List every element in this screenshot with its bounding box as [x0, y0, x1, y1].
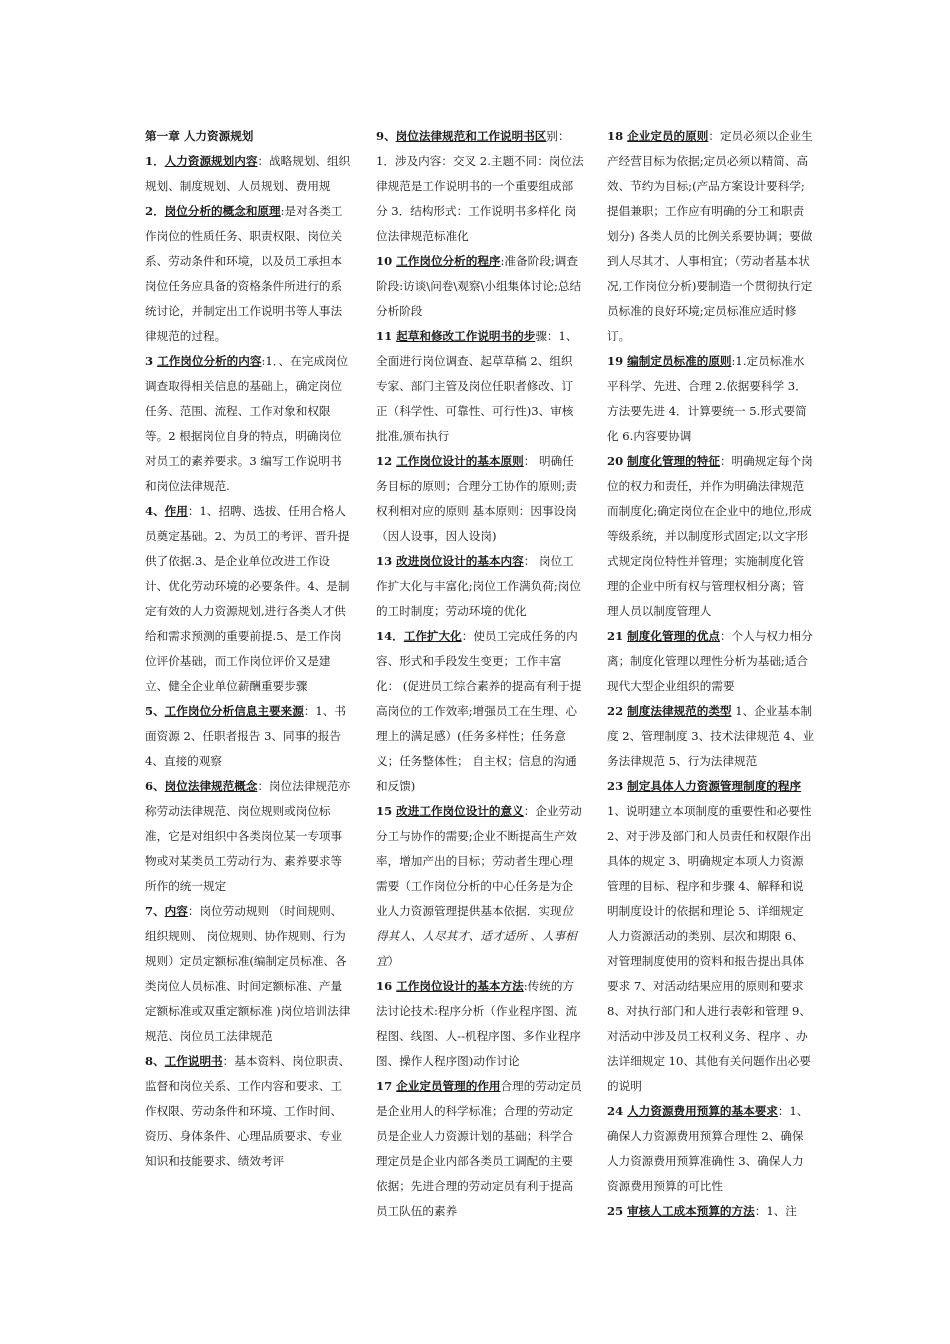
item-term: 工作岗位设计的基本原则 — [396, 454, 524, 468]
item-text: 1、说明建立本项制度的重要性和必要性 2、对于涉及部门和人员责任和权限作出具体的规定 3、明确规定本项人力资源管理的目标、程序和步骤 4、解释和说明制度设计的依据和理论 5、详细规定人力资源活动的类别、层次和期限 6、对管理制度使用的资料和报告提出具体要求 7、对活动结果应用的原则和要求 8、对执行部门和人进行表彰和管理 9、对活动中涉及员工权利义务、程序 、办法详细规定 10、其他有关问题作出必要的说明 — [607, 804, 812, 1093]
item-text: :1.定员标准水平科学、先进、合理 2.依据要科学 3．方法要先进 4．计算要统一 5.形式要简化 6.内容要协调 — [607, 354, 807, 443]
section-paragraph — [607, 624, 815, 699]
item-term: 作用 — [164, 504, 188, 518]
item-term: 岗位分析的概念和原理 — [164, 204, 281, 218]
item-text: 别：1．涉及内容：交叉 2.主题不同：岗位法律规范是工作说明书的一个重要组成部分 3．结构形式：工作说明书多样化 岗位法律规范标准化 — [376, 129, 584, 243]
item-number: 17 — [376, 1079, 397, 1093]
item-number: 12 — [376, 454, 397, 468]
item-term: 制度法律规范的类型 — [627, 704, 732, 718]
item-text: :准备阶段;调查阶段:访谈\问卷\观察\小组集体讨论;总结分析阶段 — [376, 254, 582, 318]
column-right — [607, 124, 815, 1224]
section-paragraph — [376, 324, 584, 449]
section-paragraph — [145, 699, 353, 774]
item-term: 工作岗位分析的程序 — [396, 254, 501, 268]
section-paragraph — [376, 799, 584, 974]
section-paragraph — [145, 124, 353, 149]
section-paragraph — [145, 899, 353, 1049]
section-paragraph — [607, 774, 815, 1099]
section-paragraph — [145, 1049, 353, 1174]
chapter-title: 第一章 人力资源规划 — [145, 129, 254, 143]
item-text-tail: ） — [387, 954, 400, 968]
section-paragraph — [607, 349, 815, 449]
item-text: ：定员必须以企业生产经营目标为依据;定员必须以精简、高效、节约为目标;(产品方案设计要科学;提倡兼职；工作应有明确的分工和职责划分) 各类人员的比例关系要协调；要做到人尽其才、人事相宜；（劳动者基本状况,工作岗位分析)要制造一个贯彻执行定员标准的良好环境;定员标准应适时修订。 — [607, 129, 813, 343]
item-text: :传统的方法讨论技术:程序分析（作业程序图、流程图、线图、人--机程序图、多作业程序图、操作人程序图)动作讨论 — [376, 979, 581, 1068]
item-text: :1．、在完成岗位调查取得相关信息的基础上，确定岗位任务、范围、流程、工作对象和权限等。2 根据岗位自身的特点，明确岗位对员工的素养要求。3 编写工作说明书和岗位法律规范. — [145, 354, 349, 493]
section-paragraph — [145, 499, 353, 699]
item-term: 企业定员的原则 — [627, 129, 709, 143]
item-term: 岗位法律规范概念 — [164, 779, 258, 793]
section-paragraph — [376, 124, 584, 249]
section-paragraph — [376, 624, 584, 799]
item-number: 3 — [145, 354, 158, 368]
section-paragraph — [145, 349, 353, 499]
item-number: 19 — [607, 354, 628, 368]
section-paragraph — [376, 974, 584, 1074]
item-term: 企业定员管理的作用 — [396, 1079, 501, 1093]
item-number: 9、 — [376, 129, 396, 143]
item-number: 13 — [376, 554, 397, 568]
item-text: 1、企业基本制度 2、管理制度 3、技术法律规范 4、业务法律规范 5、行为法律规范 — [607, 704, 815, 768]
item-term: 人力资源规划内容 — [164, 154, 258, 168]
item-term: 内容 — [164, 904, 188, 918]
item-text: ：1、确保人力资源费用预算合理性 2、确保人力资源费用预算准确性 3、确保人力资源费用预算的可比性 — [607, 1104, 809, 1193]
section-paragraph — [145, 774, 353, 899]
item-number: 20 — [607, 454, 628, 468]
item-number: 21 — [607, 629, 628, 643]
item-number: 14． — [376, 629, 404, 643]
item-number: 24 — [607, 1104, 628, 1118]
item-number: 22 — [607, 704, 628, 718]
item-text: ：使员工完成任务的内容、形式和手段发生变更；工作丰富化： (促进员工综合素养的提高有利于提高岗位的工作效率;增强员工在生理、心理上的满足感）(任务多样性；任务意义；任务整体性； 自主权；信息的沟通和反馈) — [376, 629, 582, 793]
section-paragraph — [376, 449, 584, 549]
item-term: 工作岗位分析信息主要来源 — [164, 704, 304, 718]
item-text: ：岗位法律规范亦称劳动法律规范、岗位规则或岗位标准，它是对组织中各类岗位某一专项事物或对某类员工劳动行为、素养要求等所作的统一规定 — [145, 779, 351, 893]
item-emphasis: 位得其人、人尽其才、适才适所 、人事相宜 — [376, 904, 577, 968]
item-text: ：岗位劳动规则 （时间规则、组织规则、 岗位规则、协作规则、行为规则）定员定额标准(编制定员标准、各类岗位人员标准、时间定额标准、产量定额标准或双重定额标准 )岗位培训法律规范、岗位员工法律规范 — [145, 904, 351, 1043]
item-number: 25 — [607, 1204, 628, 1218]
item-number: 15 — [376, 804, 397, 818]
item-text: ：1、书面资源 2、任职者报告 3、同事的报告 4、直接的观察 — [145, 704, 346, 768]
item-term: 制度化管理的优点 — [627, 629, 720, 643]
section-paragraph — [376, 549, 584, 624]
column-middle — [376, 124, 584, 1224]
item-text: ：基本资料、岗位职责、监督和岗位关系、工作内容和要求、工作权限、劳动条件和环境、工作时间、资历、身体条件、心理品质要求、专业知识和技能要求、绩效考评 — [145, 1054, 351, 1168]
item-number: 11 — [376, 329, 397, 343]
item-number: 23 — [607, 779, 628, 793]
item-number: 18 — [607, 129, 628, 143]
section-paragraph — [607, 1199, 815, 1224]
item-text: ：战略规划、组织规划、制度规划、人员规划、费用规 — [145, 154, 351, 193]
item-number: 5、 — [145, 704, 165, 718]
item-text: ： 明确任务目标的原则；合理分工协作的原则;责权利相对应的原则 基本原则：因事设岗（因人设事，因人设岗) — [376, 454, 578, 543]
item-text: ：明确规定每个岗位的权力和责任，并作为明确法律规范而制度化;确定岗位在企业中的地位,形成等级系统，并以制度形式固定;以文字形式规定岗位特性并管理；实施制度化管理的企业中所有权与管理权相分离；管理人员以制度管理人 — [607, 454, 813, 618]
column-left — [145, 124, 353, 1174]
item-text: ：企业劳动分工与协作的需要;企业不断提高生产效率，增加产出的目标；劳动者生理心理需要（工作岗位分析的中心任务是为企业人力资源管理提供基本依据．实现 — [376, 804, 582, 918]
section-paragraph — [607, 1099, 815, 1199]
item-term: 审核人工成本预算的方法 — [627, 1204, 755, 1218]
section-paragraph — [376, 249, 584, 324]
item-term: 制度化管理的特征 — [627, 454, 720, 468]
item-number: 2． — [145, 204, 165, 218]
item-number: 7、 — [145, 904, 165, 918]
section-paragraph — [376, 1074, 584, 1224]
item-text: 骤：1、全面进行岗位调查、起草草稿 2、组织专家、部门主管及岗位任职者修改、订正（科学性、可靠性、可行性)3、审核批准,颁布执行 — [376, 329, 578, 443]
item-term: 改进工作岗位设计的意义 — [396, 804, 524, 818]
item-number: 10 — [376, 254, 397, 268]
item-term: 工作扩大化 — [403, 629, 462, 643]
section-paragraph — [607, 699, 815, 774]
item-term: 改进岗位设计的基本内容 — [396, 554, 524, 568]
section-paragraph — [145, 149, 353, 199]
item-text: ：1、注 — [754, 1204, 797, 1218]
item-term: 起草和修改工作说明书的步 — [396, 329, 536, 343]
item-term: 编制定员标准的原则 — [627, 354, 732, 368]
item-term: 岗位法律规范和工作说明书区 — [395, 129, 547, 143]
item-text: ：1、招聘、选拔、任用合格人员奠定基础。2、为员工的考评、晋升提供了依据.3、是企业单位改进工作设计、优化劳动环境的必要条件。4、是制定有效的人力资源规划,进行各类人才供给和需求预测的重要前提.5、是工作岗位评价基础，而工作岗位评价又是建立、健全企业单位薪酬重要步骤 — [145, 504, 350, 693]
section-paragraph — [607, 124, 815, 349]
item-text: 合理的劳动定员是企业用人的科学标准；合理的劳动定员是企业人力资源计划的基础；科学合理定员是企业内部各类员工调配的主要依据；先进合理的劳动定员有利于提高员工队伍的素养 — [376, 1079, 582, 1218]
item-number: 16 — [376, 979, 397, 993]
item-number: 8、 — [145, 1054, 165, 1068]
item-term: 工作说明书 — [164, 1054, 223, 1068]
item-number: 4、 — [145, 504, 165, 518]
item-text: ：个人与权力相分离；制度化管理以理性分析为基础;适合现代大型企业组织的需要 — [607, 629, 813, 693]
item-number: 1． — [145, 154, 165, 168]
item-term: 工作岗位分析的内容 — [157, 354, 262, 368]
item-text: ： 岗位工作扩大化与丰富化;岗位工作满负荷;岗位的工时制度；劳动环境的优化 — [376, 554, 581, 618]
item-term: 制定具体人力资源管理制度的程序 — [627, 779, 802, 793]
item-term: 工作岗位设计的基本方法 — [396, 979, 524, 993]
item-text: :是对各类工作岗位的性质任务、职责权限、岗位关系、劳动条件和环境，以及员工承担本岗位任务应具备的资格条件所进行的系统讨论，并制定出工作说明书等人事法律规范的过程。 — [145, 204, 343, 343]
item-number: 6、 — [145, 779, 165, 793]
item-term: 人力资源费用预算的基本要求 — [627, 1104, 778, 1118]
section-paragraph — [607, 449, 815, 624]
section-paragraph — [145, 199, 353, 349]
